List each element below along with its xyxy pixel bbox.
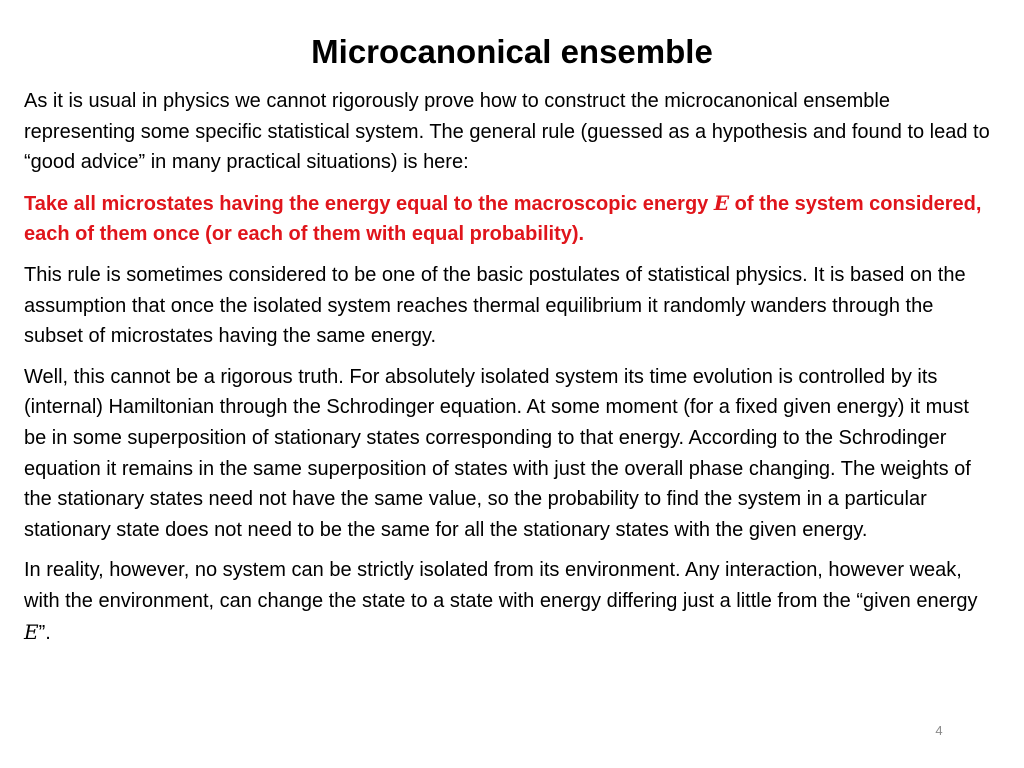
rule-text-end: of the system considered, each of them once (or each of them with equal probability). <box>24 192 982 246</box>
slide-title: Microcanonical ensemble <box>311 33 713 70</box>
postulate-paragraph: This rule is sometimes considered to be one of the basic postulates of statistical physics. It is based on the assumption that once the isolated system reaches thermal equilibrium it randomly wanders through the subset of microstates having the same energy. <box>24 263 966 348</box>
rigor-paragraph: Well, this cannot be a rigorous truth. For absolutely isolated system its time evolution is controlled by its (internal) Hamiltonian through the Schrodinger equation. At some moment (for a fixed given energy) it must be in some superposition of stationary states corresponding to that energy. According to the Schrodinger equation it remains in the same superposition of states with just the overall phase changing. The weights of the stationary states need not have the same value, so the probability to find the system in a particular stationary state does not need to be the same for all the stationary states with the given energy. <box>24 365 971 541</box>
reality-text-start: In reality, however, no system can be strictly isolated from its environment. Any interaction, however weak, with the environment, can change the state to a state with energy differing just a little from the “given energy <box>24 559 978 612</box>
slide-body <box>24 86 994 658</box>
reality-text-end: ”. <box>38 621 51 644</box>
energy-symbol: E <box>24 619 39 644</box>
page-number: 4 <box>935 723 943 738</box>
rule-statement <box>24 188 994 250</box>
intro-paragraph: As it is usual in physics we cannot rigorously prove how to construct the microcanonical ensemble representing some specific statistical system. The general rule (guessed as a hypothesis and found to lead to “good advice” in many practical situations) is here: <box>24 90 990 174</box>
reality-paragraph <box>24 555 994 648</box>
rule-text-start: Take all microstates having the energy equal to the macroscopic energy <box>24 192 714 215</box>
energy-symbol: E <box>713 190 730 215</box>
